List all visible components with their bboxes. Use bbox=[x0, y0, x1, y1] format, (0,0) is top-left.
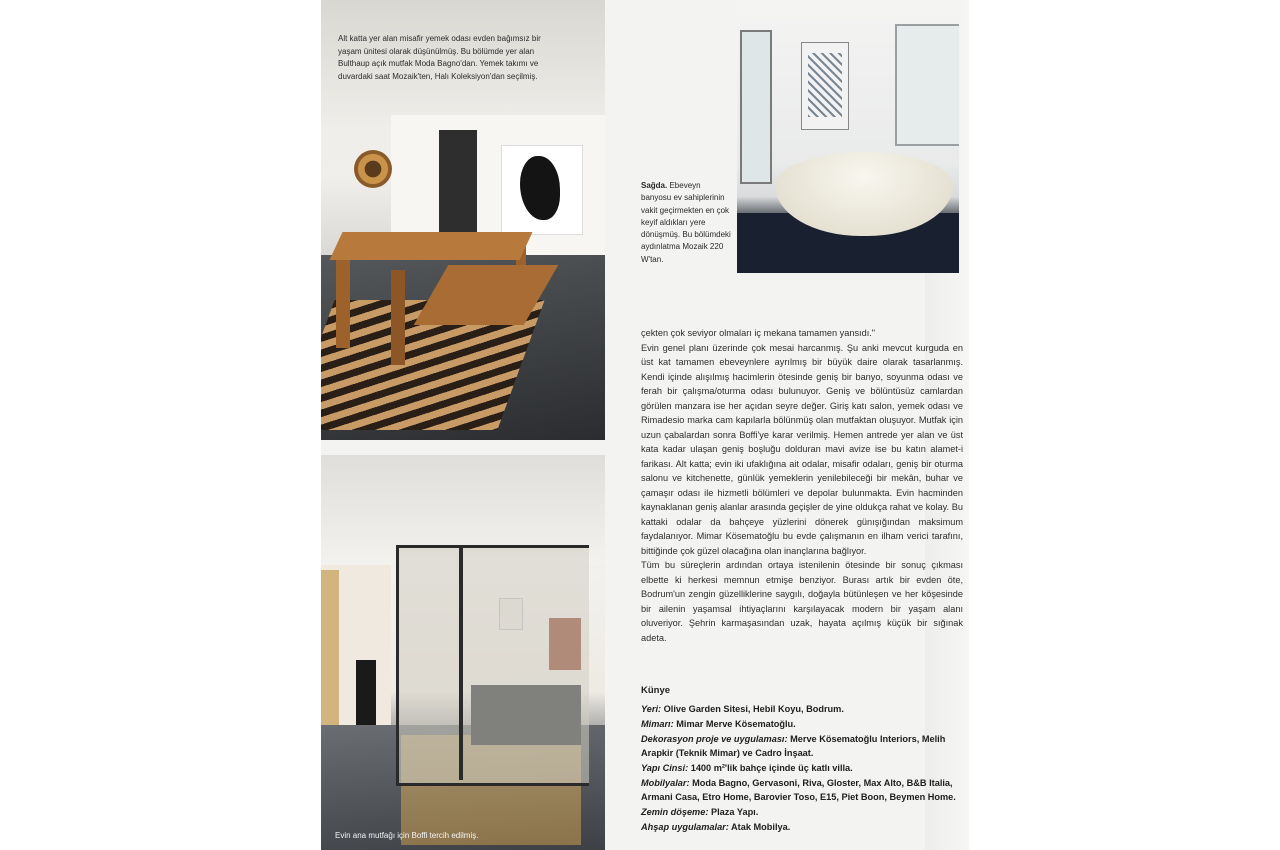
bath-caption-lead: Sağda. bbox=[641, 181, 668, 190]
floor-speaker bbox=[356, 660, 376, 735]
wall-artwork bbox=[501, 145, 583, 235]
credit-item: Dekorasyon proje ve uygulaması: Merve Kösematoğlu Interiors, Melih Arapkir (Teknik Mimar) ve Cadro İnşaat. bbox=[641, 734, 946, 758]
bathroom-photo bbox=[737, 0, 959, 273]
article-paragraph: Tüm bu süreçlerin ardından ortaya istenilenin ötesinde bir sonuç çıkması elbette ki herkesi memnun etmişe benziyor. Burası artık bir evden öte, Bodrum'un zengin güzelliklerine saygılı, doğayla bütünleşen ve her köşesinde bir ailenin yaşamsal ihtiyaçlarını karşılayacak modern bir yaşam alanı oluveriyor. Şehrin karmaşasından uzak, hayata açılmış küçük bir sığınak adeta. bbox=[641, 560, 963, 643]
dining-room-photo bbox=[321, 0, 605, 440]
credits-list bbox=[641, 702, 963, 835]
credit-item: Mobilyalar: Moda Bagno, Gervasoni, Riva, Gloster, Max Alto, B&B Italia, Armani Casa, Etro Home, Barovier Toso, E15, Piet Boon, Beymen Home. bbox=[641, 778, 956, 802]
wooden-dining-table bbox=[329, 232, 532, 260]
dining-caption: Alt katta yer alan misafir yemek odası evden bağımsız bir yaşam ünitesi olarak düşünülmüş. Bu bölümde yer alan Bulthaup açık mutfak Moda Bagno'dan. Yemek takımı ve duvardaki saat Mozaik'ten, Halı Koleksiyon'dan seçilmiş. bbox=[338, 34, 541, 81]
article-paragraph: çekten çok seviyor olmaları iç mekana tamamen yansıdı." bbox=[641, 328, 876, 338]
article-body bbox=[641, 326, 963, 645]
sunburst-clock bbox=[354, 150, 392, 188]
kitchen-photo bbox=[321, 455, 605, 850]
credits-title: Künye bbox=[641, 685, 671, 696]
bathroom-artwork bbox=[801, 42, 849, 130]
credit-item: Zemin döşeme: Plaza Yapı. bbox=[641, 807, 759, 817]
bath-caption-text: Ebeveyn banyosu ev sahiplerinin vakit geçirmekten en çok keyif aldıkları yere dönüşmüş. Bu bölümdeki aydınlatma Mozaik 220 W'tan. bbox=[641, 181, 731, 264]
glass-sliding-door bbox=[396, 545, 589, 786]
bath-caption bbox=[641, 180, 731, 266]
credit-item: Yapı Cinsi: 1400 m²'lik bahçe içinde üç katlı villa. bbox=[641, 763, 853, 773]
kitchen-caption: Evin ana mutfağı için Boffi tercih edilmiş. bbox=[335, 831, 479, 840]
credit-item: Yeri: Olive Garden Sitesi, Hebil Koyu, Bodrum. bbox=[641, 704, 844, 714]
credit-item: Mimarı: Mimar Merve Kösematoğlu. bbox=[641, 719, 796, 729]
article-paragraph: Evin genel planı üzerinde çok mesai harcanmış. Şu anki mevcut kurguda en üst kat tamamen ebeveynlere ayrılmış bir büyük daire olarak tasarlanmış. Kendi içinde alışılmış hacimlerin ötesinde geniş bir banyo, soyunma odası ve ferah bir çalışma/oturma odası bulunuyor. Geniş ve bölüntüsüz camlardan görülen manzara ise her açıdan seyre değer. Giriş katı salon, yemek odası ve Rimadesio marka cam kapılarla bölünmüş olan mutfaktan oluşuyor. Mutfak için uzun çabalardan sonra Boffi'ye karar verilmiş. Hemen antrede yer alan ve üst kata kadar ulaşan geniş boşluğu dolduran mavi avize ise bu katın alamet-i farikası. Alt katta; evin iki ufaklığına ait odalar, misafir odaları, geniş bir oturma salonu ve kitchenette, günlük yemeklerin yenilebileceği bir mekân, buhar ve çamaşır odası ile hizmetli bölümleri ve depolar bulunmakta. Evin hacminden kaynaklanan geniş alanlar arasında geçişler de yine oldukça rahat ve kolay. Bu kattaki odalar da bahçeye yüzlerini dönerek günışığından maksimum faydalanıyor. Mimar Kösematoğlu bu evde çalışmanın en ilham verici tarafını, bittiğinde çok güzel olacağına olan inançlarına bağlıyor. bbox=[641, 342, 963, 556]
credit-item: Ahşap uygulamalar: Atak Mobilya. bbox=[641, 822, 791, 832]
